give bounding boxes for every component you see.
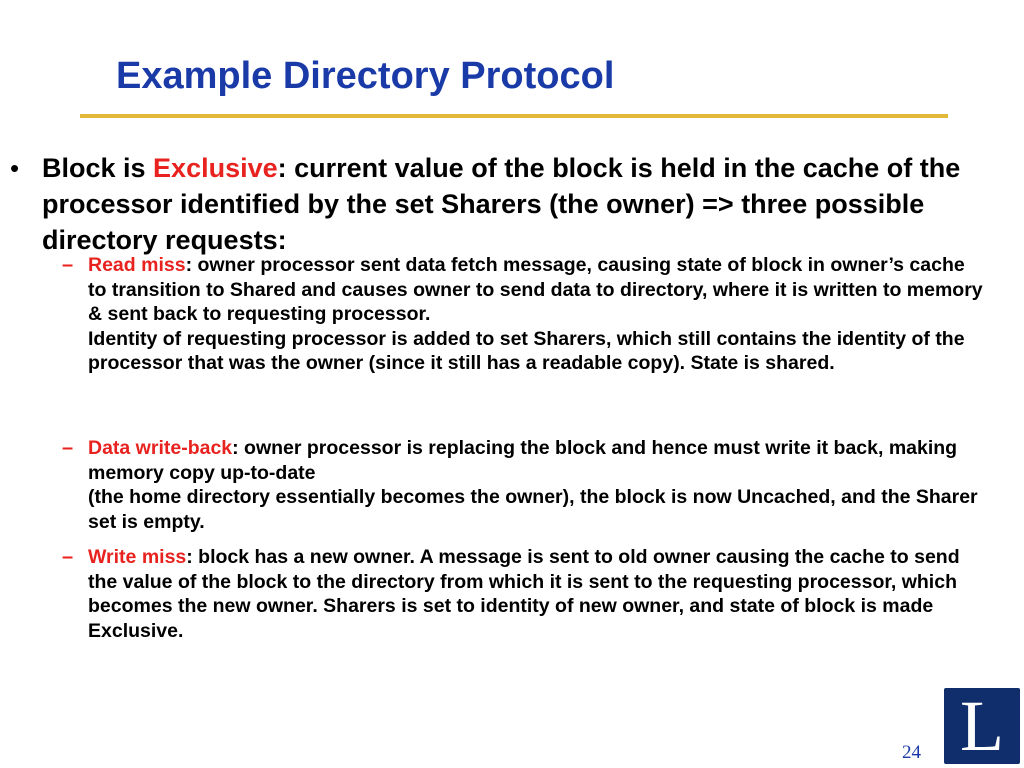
university-logo-icon (944, 688, 1020, 764)
sub-bullet-line: : owner processor sent data fetch message, causing state of block in owner’s cache to transition to Shared and causes owner to send data to directory, where it is written to memory & sent back to requesting processor. (88, 254, 983, 325)
sub-bullet-text (88, 436, 988, 534)
logo-letter: L (960, 688, 1004, 764)
sub-bullet-line: : owner processor is replacing the block and hence must write it back, making memory copy up-to-date (88, 437, 958, 484)
dash-icon: – (62, 437, 74, 459)
main-bullet-highlight: Exclusive (153, 153, 278, 183)
slide-title: Example Directory Protocol (116, 55, 615, 97)
sub-bullet-line: Identity of requesting processor is added to set Sharers, which still contains the identity of the processor that was the owner (since it still has a readable copy). State is shared. (88, 327, 965, 374)
page-number: 24 (902, 742, 921, 763)
sub-bullet-line: : block has a new owner. A message is sent to old owner causing the cache to send the value of the block to the directory from which it is sent to the requesting processor, which becomes the new owner. Sharers is set to identity of new owner, and state of block is made Exclusive. (88, 546, 960, 642)
main-bullet-text (42, 150, 962, 258)
title-underline (80, 114, 948, 118)
sub-bullet-text (88, 545, 988, 643)
sub-bullet-line: (the home directory essentially becomes the owner), the block is now Uncached, and the Sharer set is empty. (88, 486, 978, 533)
dash-icon: – (62, 254, 74, 276)
sub-bullet-term: Data write-back (88, 437, 233, 459)
sub-bullet-text (88, 253, 988, 376)
sub-bullet-term: Read miss (88, 254, 186, 276)
sub-bullet-term: Write miss (88, 546, 187, 568)
main-bullet-prefix: Block is (42, 153, 154, 183)
bullet-icon: • (10, 153, 20, 183)
main-bullet-rest: : current value of the block is held in the cache of the processor identified by the set Sharers (the owner) => three possible directory requests: (42, 153, 961, 255)
dash-icon: – (62, 546, 74, 568)
